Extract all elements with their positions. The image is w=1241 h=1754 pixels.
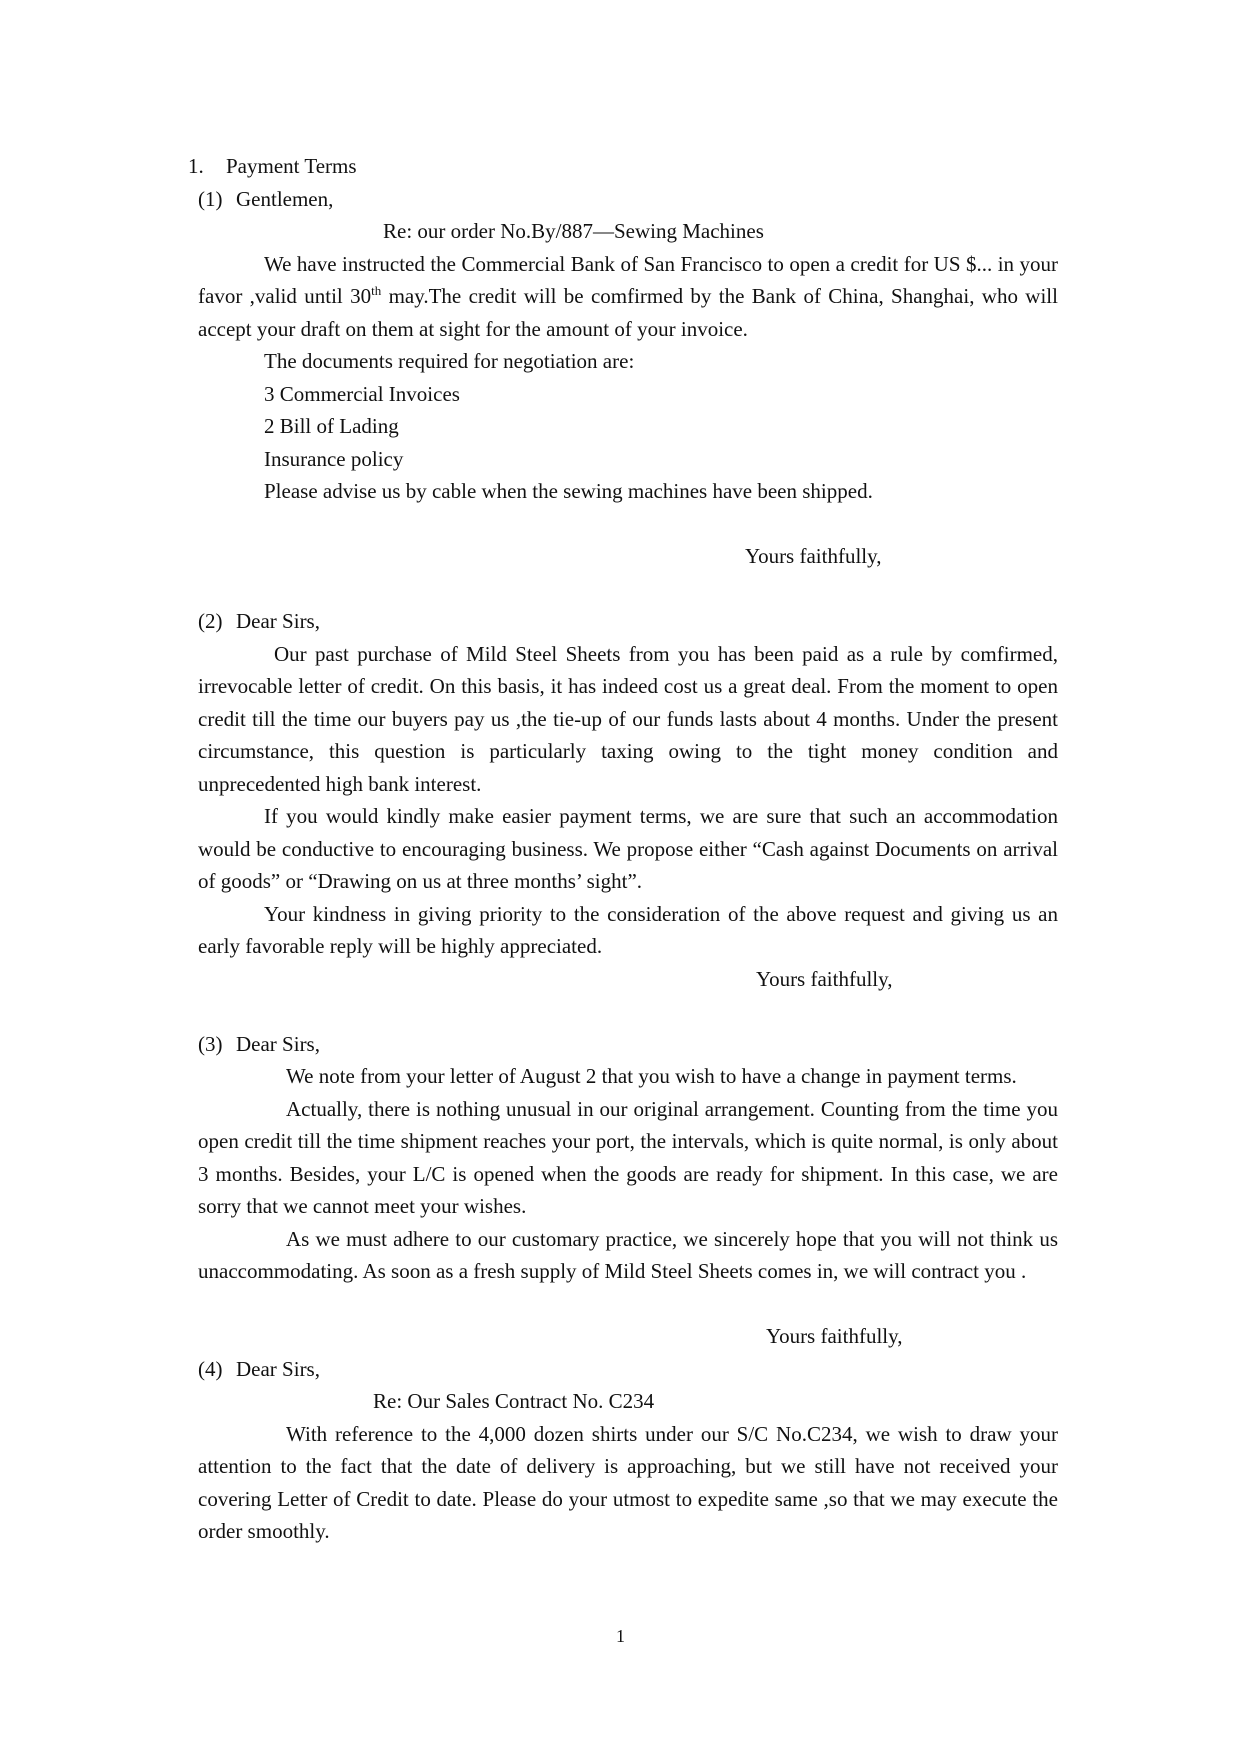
letter-2-closing: Yours faithfully, [756,966,893,991]
letter-1-salutation [198,183,1058,216]
letter-1-closing: Yours faithfully, [745,544,882,568]
section-heading [188,150,1058,183]
letter-2-paragraph-3: Your kindness in giving priority to the consideration of the above request and giving us an early favorable reply will be highly appreciated. [198,901,1058,958]
letter-4-salutation [198,1353,1058,1386]
letter-2-paragraph-1: Our past purchase of Mild Steel Sheets from you has been paid as a rule by comfirmed, irrevocable letter of credit. On this basis, it has indeed cost us a great deal. From the moment to open credit till the time our buyers pay us ,the tie-up of our funds lasts about 4 months. Under the present circumstance, this question is particularly taxing owing to the tight money condition and unprecedented high bank interest. [198,641,1058,796]
document-item: Insurance policy [264,446,404,471]
letter-3-paragraph-2: Actually, there is nothing unusual in our original arrangement. Counting from the time you open credit till the time shipment reaches your port, the intervals, which is quite normal, is only about 3 months. Besides, your L/C is opened when the goods are ready for shipment. In this case, we are sorry that we cannot meet your wishes. [198,1096,1058,1218]
letter-1-number: (1) [198,186,223,211]
letter-3-paragraph-3: As we must adhere to our customary practice, we sincerely hope that you will not think us unaccommodating. As soon as a fresh supply of Mild Steel Sheets comes in, we will contract you . [198,1226,1058,1283]
letter-3-closing: Yours faithfully, [766,1324,903,1348]
letter-4 [198,1353,1058,1548]
letter-2 [198,605,1058,1028]
letter-3-salutation [198,1028,1058,1061]
section-title: Payment Terms [226,154,357,178]
letter-2-number: (2) [198,609,223,633]
letter-1-p1-superscript: th [371,283,382,298]
section-number: 1. [188,154,204,178]
page-number: 1 [616,1626,625,1646]
letter-4-salutation-text: Dear Sirs, [236,1356,320,1381]
letter-1-p1-part-b: may.The credit will be comfirmed by the Bank of China, Shanghai, who will accept your draft on them at sight for the amount of your invoice. [198,284,1058,341]
letter-4-paragraph-1: With reference to the 4,000 dozen shirts under our S/C No.C234, we wish to draw your attention to the fact that the date of delivery is approaching, but we still have not received your covering Letter of Credit to date. Please do your utmost to expedite same ,so that we may execute the order smoothly. [198,1421,1058,1543]
letter-1-salutation-text: Gentlemen, [236,186,334,211]
letter-1-subject: Re: our order No.By/887—Sewing Machines [383,219,764,243]
letter-3 [198,1028,1058,1353]
letter-3-salutation-text: Dear Sirs, [236,1031,320,1056]
letter-1-paragraph-1 [198,248,1058,346]
letter-2-paragraph-2: If you would kindly make easier payment terms, we are sure that such an accommodation would be conductive to encouraging business. We propose either “Cash against Documents on arrival of goods” or “Drawing on us at three months’ sight”. [198,804,1058,893]
letter-4-subject: Re: Our Sales Contract No. C234 [373,1389,655,1413]
document-body [188,150,1058,1548]
letter-1-p1-part-a: We have instructed the Commercial Bank of San Francisco to open a credit for US $... in your favor ,valid until 30 [198,251,1058,308]
letter-2-salutation-text: Dear Sirs, [236,609,320,633]
letter-2-salutation [198,605,1058,638]
document-item: 3 Commercial Invoices [264,381,460,406]
letter-4-number: (4) [198,1356,223,1381]
document-item: 2 Bill of Lading [264,414,399,438]
letter-3-paragraph-1: We note from your letter of August 2 that you wish to have a change in payment terms. [286,1064,1017,1088]
letter-3-number: (3) [198,1031,223,1056]
letter-1 [198,183,1058,606]
letter-1-paragraph-2: The documents required for negotiation are: [264,349,635,373]
letter-1-paragraph-3: Please advise us by cable when the sewing machines have been shipped. [264,479,873,503]
